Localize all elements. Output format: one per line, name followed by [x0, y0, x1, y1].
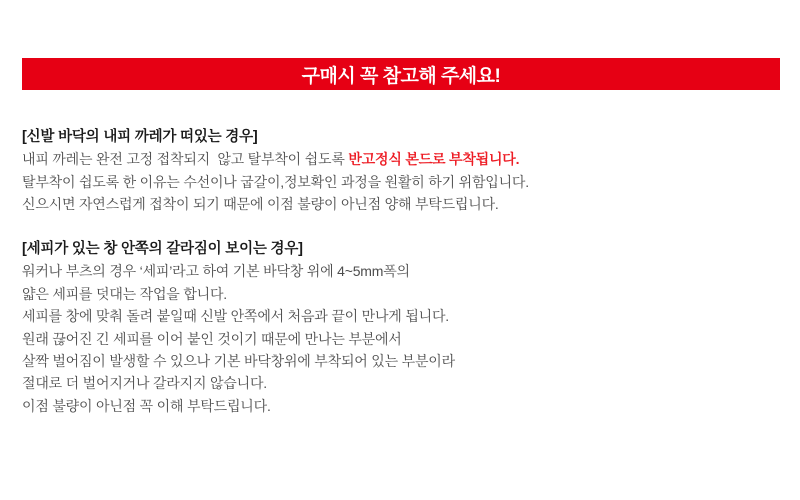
- text-line: 원래 끊어진 긴 세피를 이어 붙인 것이기 때문에 만나는 부분에서: [22, 330, 402, 347]
- section-sole-welt: [22, 238, 782, 417]
- text-line: 워커나 부츠의 경우 ‘세피’라고 하여 기본 바닥창 위에 4~5mm폭의: [22, 263, 410, 280]
- purchase-notice-banner: [22, 58, 780, 90]
- section-welt-heading: [세피가 있는 창 안쪽의 갈라짐이 보이는 경우]: [22, 241, 303, 258]
- section-insole-lining: [22, 126, 782, 216]
- text-line: 세피를 창에 맞춰 돌려 붙일때 신발 안쪽에서 처음과 끝이 만나게 됩니다.: [22, 308, 449, 325]
- text-line: 절대로 더 벌어지거나 갈라지지 않습니다.: [22, 375, 267, 392]
- text-line: 살짝 벌어짐이 발생할 수 있으나 기본 바닥창위에 부착되어 있는 부분이라: [22, 353, 455, 370]
- banner-title: 구매시 꼭 참고해 주세요!: [301, 65, 501, 87]
- text-line: [22, 148, 782, 170]
- text-line: 얇은 세피를 덧대는 작업을 합니다.: [22, 285, 227, 302]
- text-line: 이점 불량이 아닌점 꼭 이해 부탁드립니다.: [22, 397, 271, 414]
- text-line-normal: 내피 까레는 완전 고정 접착되지 않고 탈부착이 쉽도록: [22, 151, 349, 168]
- notice-content: [22, 126, 782, 417]
- text-line-highlight: 반고정식 본드로 부착됩니다.: [348, 151, 520, 168]
- text-line: 신으시면 자연스럽게 접착이 되기 때문에 이점 불량이 아닌점 양해 부탁드립니다.: [22, 196, 499, 213]
- text-line: 탈부착이 쉽도록 한 이유는 수선이나 굽갈이,정보확인 과정을 원활히 하기 위함입니다.: [22, 173, 529, 190]
- section-insole-heading: [신발 바닥의 내피 까레가 떠있는 경우]: [22, 129, 258, 145]
